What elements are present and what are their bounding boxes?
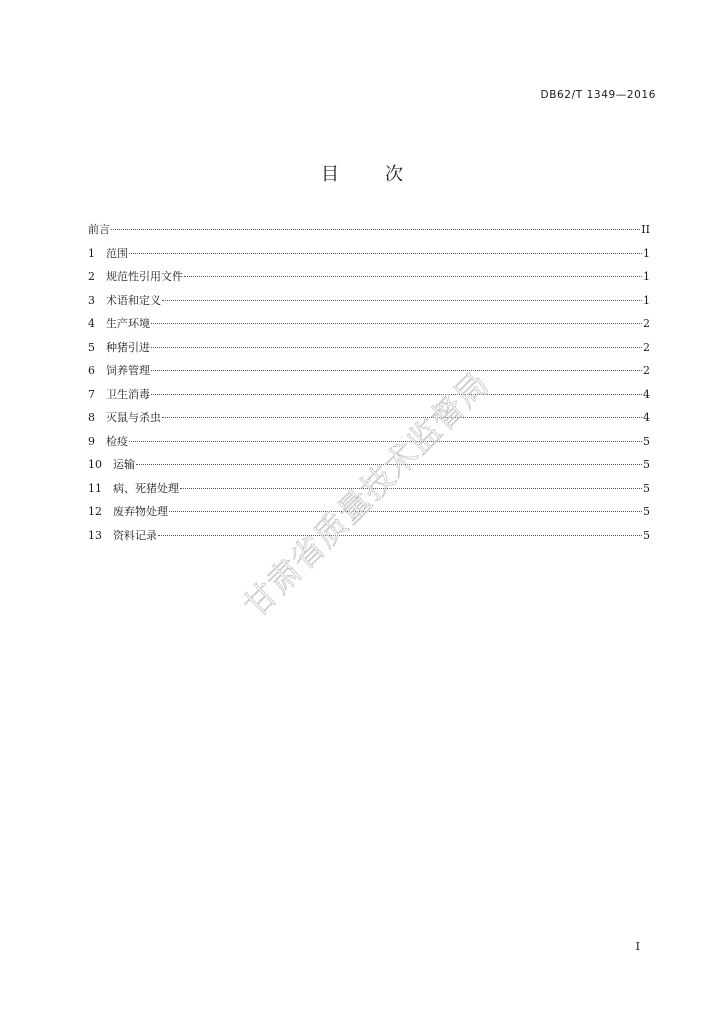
toc-entry-page: 4 xyxy=(643,387,650,401)
toc-entry-number: 10 xyxy=(88,458,102,471)
toc-entry-page: 1 xyxy=(643,270,650,283)
toc-entry-page: II xyxy=(641,223,650,236)
toc-entry-page: 2 xyxy=(643,364,650,377)
toc-leader-dots xyxy=(151,346,642,348)
toc-entry[interactable] xyxy=(88,477,650,501)
toc-entry-page: 1 xyxy=(643,293,650,307)
toc-leader-dots xyxy=(162,299,642,301)
document-code: DB62/T 1349—2016 xyxy=(540,89,656,101)
toc-entry[interactable] xyxy=(88,406,650,430)
toc-entry-label: 病、死猪处理 xyxy=(113,481,179,495)
toc-entry[interactable] xyxy=(88,453,650,477)
toc-entry-label: 运输 xyxy=(113,458,135,471)
toc-entry-page: 2 xyxy=(643,317,650,330)
toc-entry[interactable] xyxy=(88,500,650,524)
toc-entry-number: 6 xyxy=(88,364,95,377)
toc-leader-dots xyxy=(180,487,642,489)
toc-entry-number: 4 xyxy=(88,317,95,330)
toc-entry[interactable] xyxy=(88,383,650,407)
toc-entry-number: 8 xyxy=(88,411,95,424)
toc-entry-number: 5 xyxy=(88,340,95,354)
toc-entry-label: 资料记录 xyxy=(113,528,157,542)
toc-leader-dots xyxy=(136,463,642,465)
toc-title-part2: 次 xyxy=(385,164,403,185)
toc-entry[interactable] xyxy=(88,359,650,383)
toc-entry-number: 12 xyxy=(88,505,102,518)
toc-leader-dots xyxy=(151,393,642,395)
toc-leader-dots xyxy=(151,369,642,371)
toc-entry[interactable] xyxy=(88,336,650,360)
toc-entry-label: 废弃物处理 xyxy=(113,505,168,518)
toc-leader-dots xyxy=(111,228,640,230)
toc-entry[interactable] xyxy=(88,218,650,242)
toc-entry-label: 种猪引进 xyxy=(106,340,150,354)
toc-entry-page: 5 xyxy=(643,528,650,542)
toc-entry[interactable] xyxy=(88,265,650,289)
toc-leader-dots xyxy=(184,275,642,277)
toc-entry-number: 3 xyxy=(88,293,95,307)
toc-leader-dots xyxy=(162,416,642,418)
toc-entry-page: 2 xyxy=(643,340,650,354)
toc-entry-page: 5 xyxy=(643,505,650,518)
watermark: 甘肃省质量技术监督局 xyxy=(236,364,497,625)
toc-entry-label: 规范性引用文件 xyxy=(106,270,183,283)
toc-entry-label: 前言 xyxy=(88,223,110,236)
toc-entry-label: 卫生消毒 xyxy=(106,387,150,401)
toc-leader-dots xyxy=(151,322,642,324)
toc-entry-number: 11 xyxy=(88,481,102,495)
toc-entry-page: 5 xyxy=(643,481,650,495)
toc-title xyxy=(0,160,724,186)
toc-leader-dots xyxy=(129,252,642,254)
toc-entry-number: 7 xyxy=(88,387,95,401)
toc-entry-number: 1 xyxy=(88,246,95,260)
page-number: I xyxy=(635,940,640,953)
toc-leader-dots xyxy=(129,440,642,442)
toc-entry-label: 饲养管理 xyxy=(106,364,150,377)
toc-leader-dots xyxy=(169,510,642,512)
toc-entry-page: 5 xyxy=(643,458,650,471)
toc-entry-label: 生产环境 xyxy=(106,317,150,330)
toc-entry-label: 检疫 xyxy=(106,434,128,448)
toc-entry-number: 2 xyxy=(88,270,95,283)
toc-entry-number: 13 xyxy=(88,528,102,542)
toc-entry-page: 5 xyxy=(643,434,650,448)
toc-entry[interactable] xyxy=(88,312,650,336)
toc-entry[interactable] xyxy=(88,524,650,548)
toc-entry[interactable] xyxy=(88,430,650,454)
toc-entry-number: 9 xyxy=(88,434,95,448)
toc-title-part1: 目 xyxy=(321,164,339,185)
toc-entry-page: 1 xyxy=(643,246,650,260)
toc-entry[interactable] xyxy=(88,242,650,266)
toc-entry-page: 4 xyxy=(643,411,650,424)
toc-entry-label: 术语和定义 xyxy=(106,293,161,307)
toc-entry-label: 范围 xyxy=(106,246,128,260)
toc-list xyxy=(88,218,650,547)
toc-entry-label: 灭鼠与杀虫 xyxy=(106,411,161,424)
toc-entry[interactable] xyxy=(88,289,650,313)
toc-leader-dots xyxy=(158,534,642,536)
